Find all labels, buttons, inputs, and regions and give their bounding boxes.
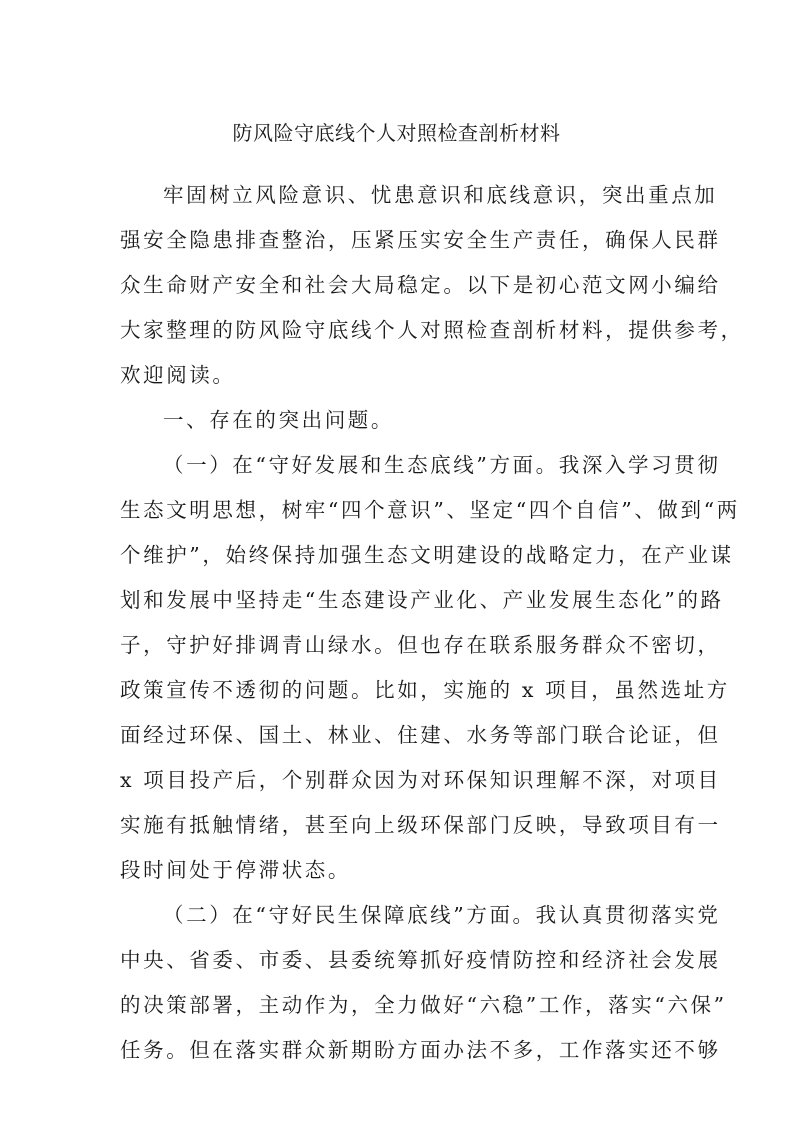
paragraph-line: 实施有抵触情绪，甚至向上级环保部门反映，导致项目有一 — [120, 813, 721, 837]
paragraph-line: （一）在“守好发展和生态底线”方面。我深入学习贯彻 — [163, 453, 721, 477]
paragraph-line: 的决策部署，主动作为，全力做好“六稳”工作，落实“六保” — [120, 993, 727, 1017]
paragraph-line: 面经过环保、国土、林业、住建、水务等部门联合论证，但 — [120, 723, 721, 747]
paragraph-line: 生态文明思想，树牢“四个意识”、坚定“四个自信”、做到“两 — [120, 498, 740, 522]
paragraph-line: 任务。但在落实群众新期盼方面办法不多，工作落实还不够 — [120, 1038, 721, 1062]
paragraph-line: 段时间处于停滞状态。 — [120, 858, 351, 882]
paragraph-line: 众生命财产安全和社会大局稳定。以下是初心范文网小编给 — [120, 273, 721, 297]
paragraph-line: 政策宣传不透彻的问题。比如，实施的 x 项目，虽然选址方 — [120, 678, 730, 702]
paragraph-line: 牢固树立风险意识、忧患意识和底线意识，突出重点加 — [163, 183, 718, 207]
paragraph-line: 个维护”，始终保持加强生态文明建设的战略定力，在产业谋 — [120, 543, 734, 567]
paragraph-line: 强安全隐患排查整治，压紧压实安全生产责任，确保人民群 — [120, 228, 721, 252]
paragraph-line: 划和发展中坚持走“生态建设产业化、产业发展生态化”的路 — [120, 588, 724, 612]
paragraph-line: 欢迎阅读。 — [120, 363, 236, 387]
paragraph-line: 子，守护好排调青山绿水。但也存在联系服务群众不密切， — [120, 633, 721, 657]
document-title: 防风险守底线个人对照检查剖析材料 — [232, 121, 561, 145]
section-heading: 一、存在的突出问题。 — [163, 408, 394, 432]
paragraph-line: 中央、省委、市委、县委统筹抓好疫情防控和经济社会发展 — [120, 948, 721, 972]
paragraph-line: 大家整理的防风险守底线个人对照检查剖析材料，提供参考， — [120, 318, 744, 342]
paragraph-line: （二）在“守好民生保障底线”方面。我认真贯彻落实党 — [163, 903, 721, 927]
paragraph-line: x 项目投产后，个别群众因为对环保知识理解不深，对项目 — [120, 768, 721, 792]
